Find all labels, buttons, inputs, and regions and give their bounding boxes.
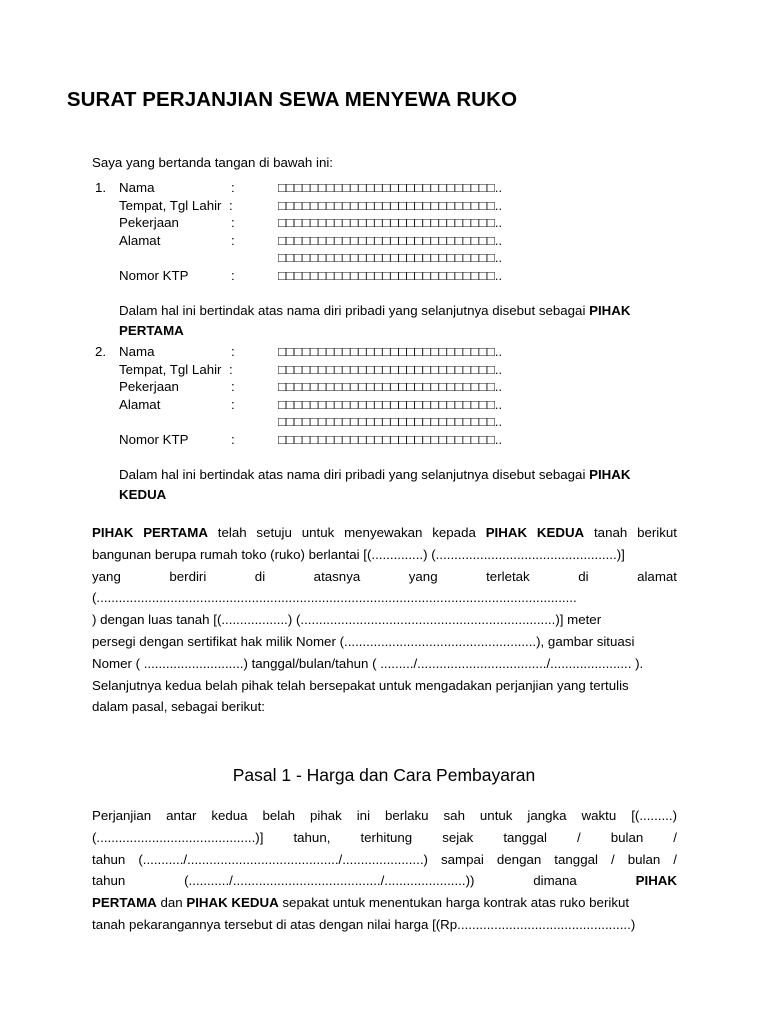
field-colon: : xyxy=(231,267,235,283)
paragraph-line xyxy=(92,892,677,914)
paragraph-line: persegi dengan sertifikat hak milik Nomer (....................................................), gambar situasi xyxy=(92,633,635,649)
note-bold: PIHAK xyxy=(589,467,631,482)
line-text: tanah berikut xyxy=(584,525,677,540)
paragraph-line: Selanjutnya kedua belah pihak telah bersepakat untuk mengadakan perjanjian yang tertulis xyxy=(92,677,629,693)
paragraph-line xyxy=(92,522,677,544)
bold-term: PIHAK PERTAMA xyxy=(92,525,208,540)
line-text: sepakat untuk menentukan harga kontrak atas ruko berikut xyxy=(278,895,630,911)
field-colon: : xyxy=(231,232,235,248)
note-bold: PIHAK xyxy=(589,303,631,318)
field-label-alamat: Alamat xyxy=(119,232,161,248)
field-label-pekerjaan: Pekerjaan xyxy=(119,215,179,230)
party-2-note xyxy=(119,465,679,504)
line-text: telah setuju untuk menyewakan kepada xyxy=(207,525,486,540)
paragraph-line: yang berdiri di atasnya yang terletak di alamat xyxy=(92,568,677,584)
party-number: 2. xyxy=(95,344,107,359)
field-label-tempat: Tempat, Tgl Lahir xyxy=(119,361,222,377)
field-placeholder: □□□□□□□□□□□□□□□□□□□□□□□□□□□.. xyxy=(278,250,503,265)
paragraph-line: ) dengan luas tanah [(..................) (.....................................................................)] meter xyxy=(92,612,602,628)
field-placeholder: □□□□□□□□□□□□□□□□□□□□□□□□□□□.. xyxy=(278,431,503,447)
field-placeholder: □□□□□□□□□□□□□□□□□□□□□□□□□□□.. xyxy=(278,361,503,377)
field-label-alamat: Alamat xyxy=(119,396,161,412)
field-colon: : xyxy=(231,431,235,447)
pasal-1-heading: Pasal 1 - Harga dan Cara Pembayaran xyxy=(232,765,536,785)
field-colon: : xyxy=(229,361,233,377)
paragraph-line: Perjanjian antar kedua belah pihak ini berlaku sah untuk jangka waktu [(.........) xyxy=(92,808,677,823)
field-placeholder: □□□□□□□□□□□□□□□□□□□□□□□□□□□.. xyxy=(278,197,503,213)
note-bold: KEDUA xyxy=(119,486,167,502)
paragraph-line: tahun (.........../........................................./......................) sampai dengan tanggal / bulan / xyxy=(92,851,677,867)
field-placeholder: □□□□□□□□□□□□□□□□□□□□□□□□□□□.. xyxy=(278,232,503,248)
paragraph-line xyxy=(92,870,677,892)
paragraph-line: dalam pasal, sebagai berikut: xyxy=(92,699,265,715)
field-placeholder: □□□□□□□□□□□□□□□□□□□□□□□□□□□.. xyxy=(278,215,503,230)
party-number: 1. xyxy=(95,180,107,195)
bold-term: PIHAK xyxy=(635,873,677,889)
line-text: tahun (.........../......................................../......................)) dimana xyxy=(92,873,636,889)
field-label-nama: Nama xyxy=(119,180,155,195)
field-colon: : xyxy=(231,379,235,394)
field-colon: : xyxy=(231,396,235,412)
agreement-paragraph xyxy=(92,522,677,718)
field-colon: : xyxy=(229,197,233,213)
paragraph-line: bangunan berupa rumah toko (ruko) berlantai [(..............) (.................................................)] xyxy=(92,546,625,562)
field-placeholder: □□□□□□□□□□□□□□□□□□□□□□□□□□□.. xyxy=(278,180,503,195)
paragraph-line: tanah pekarangannya tersebut di atas dengan nilai harga [(Rp...............................................) xyxy=(92,916,636,932)
field-label-ktp: Nomor KTP xyxy=(119,267,189,283)
field-label-pekerjaan: Pekerjaan xyxy=(119,379,179,394)
party-2-block xyxy=(92,343,677,448)
note-bold: PERTAMA xyxy=(119,322,184,338)
note-text: Dalam hal ini bertindak atas nama diri pribadi yang selanjutnya disebut sebagai xyxy=(119,303,590,318)
note-text: Dalam hal ini bertindak atas nama diri pribadi yang selanjutnya disebut sebagai xyxy=(119,467,590,482)
party-1-note xyxy=(119,301,679,340)
party-1-block xyxy=(92,179,677,284)
field-placeholder: □□□□□□□□□□□□□□□□□□□□□□□□□□□.. xyxy=(278,379,503,394)
bold-term: PIHAK KEDUA xyxy=(485,525,585,540)
line-text: dan xyxy=(156,895,187,911)
bold-term: PIHAK KEDUA xyxy=(186,895,279,911)
bold-term: PERTAMA xyxy=(92,895,157,911)
field-placeholder: □□□□□□□□□□□□□□□□□□□□□□□□□□□.. xyxy=(278,344,503,359)
document-title: SURAT PERJANJIAN SEWA MENYEWA RUKO xyxy=(66,88,518,111)
field-colon: : xyxy=(231,215,235,230)
intro-text: Saya yang bertanda tangan di bawah ini: xyxy=(92,155,333,170)
field-label-nama: Nama xyxy=(119,344,155,359)
field-placeholder: □□□□□□□□□□□□□□□□□□□□□□□□□□□.. xyxy=(278,414,503,429)
field-placeholder: □□□□□□□□□□□□□□□□□□□□□□□□□□□.. xyxy=(278,396,503,412)
paragraph-line: Nomer ( ...........................) tanggal/bulan/tahun ( ........./.................................../...................... ). xyxy=(92,655,644,671)
field-colon: : xyxy=(231,344,235,359)
field-label-ktp: Nomor KTP xyxy=(119,431,189,447)
field-label-tempat: Tempat, Tgl Lahir xyxy=(119,197,222,213)
field-placeholder: □□□□□□□□□□□□□□□□□□□□□□□□□□□.. xyxy=(278,267,503,283)
pasal-1-paragraph xyxy=(92,805,677,936)
field-colon: : xyxy=(231,180,235,195)
paragraph-line: (.................................................................................................................................. xyxy=(92,590,577,606)
paragraph-line: (...........................................)] tahun, terhitung sejak tanggal / bulan / xyxy=(92,829,677,845)
